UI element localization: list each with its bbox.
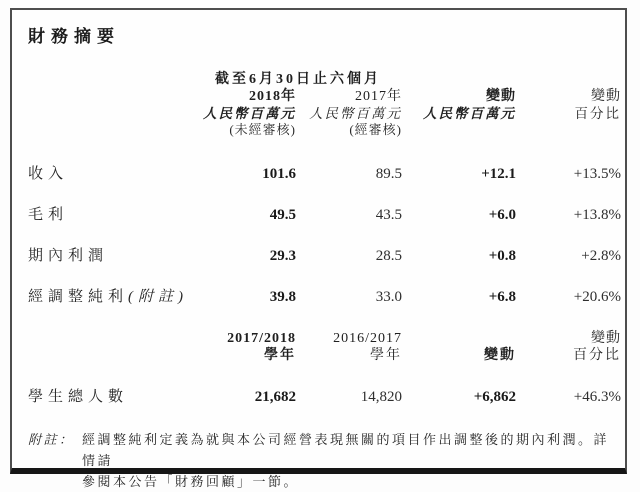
spacer-cell <box>28 47 194 88</box>
value-change: +6.8 <box>488 289 516 305</box>
footnote-text <box>82 429 621 492</box>
row-period-profit <box>28 224 621 265</box>
col-header-2017-year: 2017年 <box>355 89 402 104</box>
footnote-line-2: 參閱本公告「財務回顧」一節。 <box>82 474 300 489</box>
spacer-cell <box>516 47 621 88</box>
row-label <box>28 265 194 306</box>
value-2018: 29.3 <box>269 248 296 264</box>
spacer-cell <box>28 122 194 142</box>
col-unit-change: 人民幣百萬元 <box>423 106 516 121</box>
col-header-change-pct-l1: 變動 <box>591 331 621 346</box>
column-audit-row <box>28 122 621 142</box>
row-revenue <box>28 142 621 183</box>
spacer-cell <box>516 122 621 142</box>
row-label: 學生總人數 <box>28 389 129 405</box>
column-unit-row <box>28 105 621 122</box>
col-header-school-year-prev: 學年 <box>370 348 402 363</box>
col-header-2016-2017: 2016/2017 <box>333 331 402 346</box>
col-unit-2017: 人民幣百萬元 <box>309 106 402 121</box>
school-year-header-row-2 <box>28 347 621 365</box>
col-unit-pct: 百分比 <box>574 106 621 121</box>
col-unit-2018: 人民幣百萬元 <box>203 106 296 121</box>
value-change-pct: +13.8% <box>573 207 621 223</box>
footnote-line-1: 經調整純利定義為就與本公司經營表現無關的項目作出調整後的期內利潤。詳情請 <box>82 432 610 468</box>
row-label: 收入 <box>28 166 69 182</box>
footnote-label: 附註： <box>28 432 75 447</box>
col-header-2017-2018: 2017/2018 <box>227 331 296 346</box>
value-2017: 33.0 <box>375 289 402 305</box>
value-change-pct: +20.6% <box>573 289 621 305</box>
value-change: +6,862 <box>473 389 516 405</box>
column-year-row <box>28 88 621 105</box>
row-label-text: 經調整純利 <box>28 289 129 305</box>
footnote <box>28 429 621 492</box>
col-header-change-pct-l2: 百分比 <box>573 348 621 363</box>
value-change-pct: +2.8% <box>581 248 621 264</box>
value-change: +12.1 <box>481 166 516 182</box>
period-header-row <box>28 47 621 88</box>
spacer-cell <box>28 306 194 347</box>
financial-summary-panel <box>10 8 627 489</box>
col-header-2018-year: 2018年 <box>249 89 296 104</box>
row-total-students <box>28 365 621 406</box>
col-header-school-year-cur: 學年 <box>264 348 296 363</box>
value-2017: 28.5 <box>375 248 402 264</box>
financial-summary-table <box>28 47 621 406</box>
row-label: 毛利 <box>28 207 69 223</box>
row-adjusted-net-profit <box>28 265 621 306</box>
col-audit-2018: (未經審核) <box>229 122 296 137</box>
school-year-header-row-1 <box>28 306 621 347</box>
spacer-cell <box>402 122 516 142</box>
page-title: 財務摘要 <box>28 27 120 46</box>
col-header-change: 變動 <box>486 89 516 104</box>
value-change-pct: +46.3% <box>573 389 621 405</box>
value-2018: 39.8 <box>269 289 296 305</box>
value-change-pct: +13.5% <box>573 166 621 182</box>
value-2018: 49.5 <box>269 207 296 223</box>
value-change: +0.8 <box>488 248 516 264</box>
value-2017: 89.5 <box>375 166 402 182</box>
spacer-cell <box>28 88 194 105</box>
col-audit-2017: (經審核) <box>349 122 402 137</box>
spacer-cell <box>28 347 194 365</box>
value-change: +6.0 <box>488 207 516 223</box>
col-header-change-l2: 變動 <box>484 348 516 363</box>
spacer-cell <box>402 306 516 347</box>
row-label-note-ref: (附註) <box>128 289 189 305</box>
value-2017: 43.5 <box>375 207 402 223</box>
value-2018: 101.6 <box>262 166 296 182</box>
spacer-cell <box>28 105 194 122</box>
period-header: 截至6月30日止六個月 <box>215 72 381 87</box>
value-prev-year: 14,820 <box>360 389 402 405</box>
row-gross-profit <box>28 183 621 224</box>
col-header-change-pct: 變動 <box>591 89 621 104</box>
spacer-cell <box>402 47 516 88</box>
row-label: 期內利潤 <box>28 248 109 264</box>
value-cur-year: 21,682 <box>254 389 296 405</box>
